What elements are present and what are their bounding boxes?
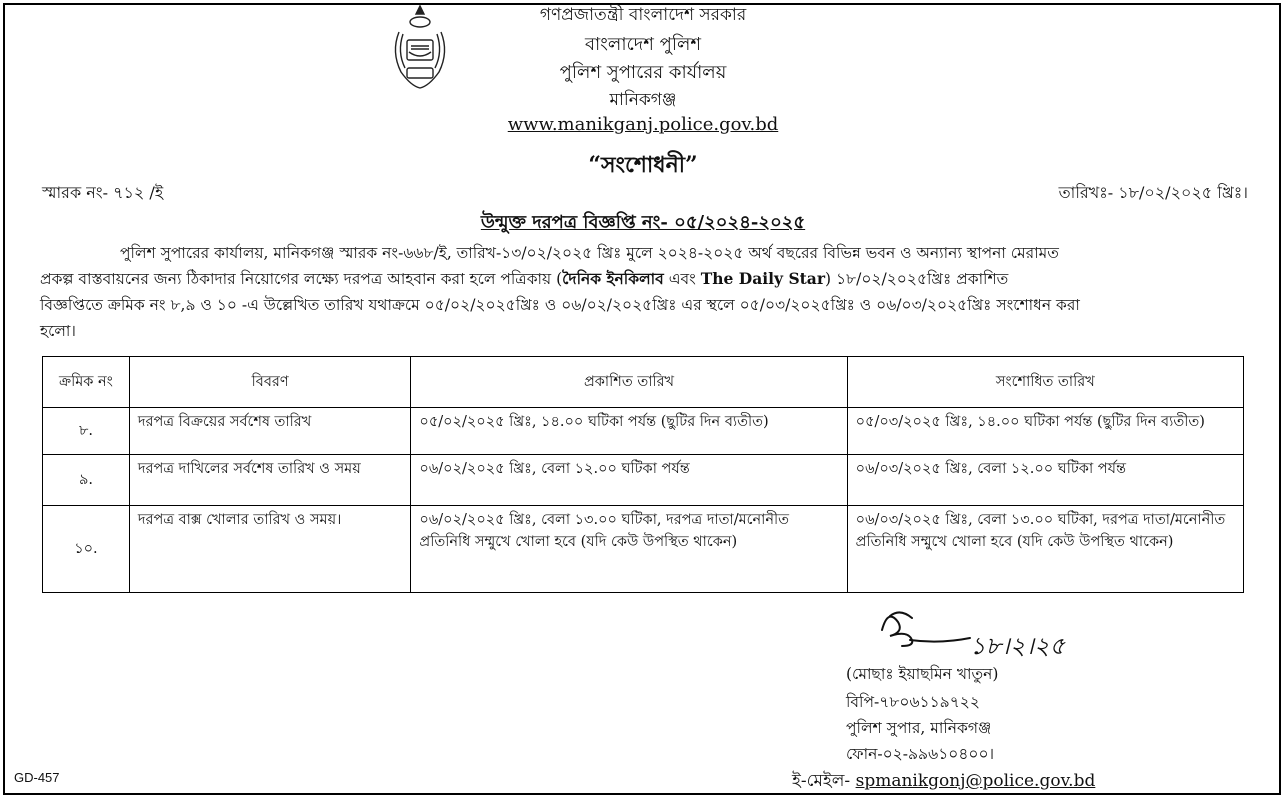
row-revised: ০৬/০৩/২০২৫ খ্রিঃ, বেলা ১২.০০ ঘটিকা পর্যন্ত bbox=[847, 455, 1243, 506]
row-revised: ০৬/০৩/২০২৫ খ্রিঃ, বেলা ১৩.০০ ঘটিকা, দরপত্র দাতা/মনোনীত প্রতিনিধি সম্মুখে খোলা হবে (যদি কেউ উপস্থিত থাকেন) bbox=[847, 506, 1243, 593]
office-heading: পুলিশ সুপারের কার্যালয় bbox=[559, 62, 727, 83]
row-description: দরপত্র বিক্রয়ের সর্বশেষ তারিখ bbox=[129, 408, 411, 455]
paragraph-line-2c: এবং bbox=[663, 270, 701, 288]
header-revised-date: সংশোধিত তারিখ bbox=[847, 357, 1243, 408]
table-header-row bbox=[43, 357, 1244, 408]
row-description: দরপত্র দাখিলের সর্বশেষ তারিখ ও সময় bbox=[129, 455, 411, 506]
email-label: ই-মেইল- bbox=[792, 771, 856, 791]
header-published-date: প্রকাশিত তারিখ bbox=[411, 357, 847, 408]
row-serial: ৮. bbox=[43, 408, 130, 455]
table-row bbox=[43, 455, 1244, 506]
notice-paragraph bbox=[40, 240, 1246, 344]
amendment-title: “সংশোধনী” bbox=[588, 152, 698, 178]
officer-email-line bbox=[792, 768, 1095, 796]
row-serial: ১০. bbox=[43, 506, 130, 593]
website-link[interactable]: www.manikganj.police.gov.bd bbox=[507, 114, 779, 135]
issue-date: তারিখঃ- ১৮/০২/২০২৫ খ্রিঃ। bbox=[1058, 183, 1248, 202]
paragraph-line-4: হলো। bbox=[40, 322, 76, 340]
paragraph-line-2a: প্রকল্প বাস্তবায়নের জন্য ঠিকাদার নিয়োগের লক্ষ্যে দরপত্র আহবান করা হলে পত্রিকায় ( bbox=[40, 270, 563, 288]
header-description: বিবরণ bbox=[129, 357, 411, 408]
table-row bbox=[43, 506, 1244, 593]
row-published: ০৬/০২/২০২৫ খ্রিঃ, বেলা ১৩.০০ ঘটিকা, দরপত্র দাতা/মনোনীত প্রতিনিধি সম্মুখে খোলা হবে (যদি কেউ উপস্থিত থাকেন) bbox=[411, 506, 847, 593]
paragraph-line-1: পুলিশ সুপারের কার্যালয়, মানিকগঞ্জ স্মারক নং-৬৬৮/ই, তারিখ-১৩/০২/২০২৫ খ্রিঃ মুলে ২০২৪-২০২৫ অর্থ বছরের বিভিন্ন ভবন ও অন্যান্য স্থাপনা মেরামত bbox=[120, 244, 1059, 262]
row-revised: ০৫/০৩/২০২৫ খ্রিঃ, ১৪.০০ ঘটিকা পর্যন্ত (ছুটির দিন ব্যতীত) bbox=[847, 408, 1243, 455]
paragraph-line-2e: ) ১৮/০২/২০২৫খ্রিঃ প্রকাশিত bbox=[825, 270, 1009, 288]
row-published: ০৬/০২/২০২৫ খ্রিঃ, বেলা ১২.০০ ঘটিকা পর্যন্ত bbox=[411, 455, 847, 506]
footer-code: GD-457 bbox=[14, 770, 60, 785]
email-link[interactable]: spmanikgonj@police.gov.bd bbox=[855, 771, 1096, 791]
officer-designation: পুলিশ সুপার, মানিকগঞ্জ bbox=[846, 719, 992, 737]
memo-number: স্মারক নং- ৭১২ /ই bbox=[42, 183, 164, 202]
handwritten-date: ১৮।২।২৫ bbox=[970, 632, 1066, 660]
row-published: ০৫/০২/২০২৫ খ্রিঃ, ১৪.০০ ঘটিকা পর্যন্ত (ছুটির দিন ব্যতীত) bbox=[411, 408, 847, 455]
tender-notice-number: উন্মুক্ত দরপত্র বিজ্ঞপ্তি নং- ০৫/২০২৪-২০২৫ bbox=[480, 212, 806, 233]
govt-heading: গণপ্রজাতন্ত্রী বাংলাদেশ সরকার bbox=[539, 5, 747, 25]
table-row bbox=[43, 408, 1244, 455]
newspaper-daily-star: The Daily Star bbox=[700, 269, 826, 288]
newspaper-inqilab: দৈনিক ইনকিলাব bbox=[562, 269, 664, 288]
police-heading: বাংলাদেশ পুলিশ bbox=[584, 34, 702, 55]
signature-icon bbox=[870, 600, 1080, 670]
officer-name: (মোছাঃ ইয়াছমিন খাতুন) bbox=[846, 665, 999, 683]
header-serial: ক্রমিক নং bbox=[43, 357, 130, 408]
revision-table bbox=[42, 356, 1244, 593]
officer-bp-number: বিপি-৭৮০৬১১৯৭২২ bbox=[846, 693, 980, 711]
officer-phone: ফোন-০২-৯৯৬১০৪০০। bbox=[846, 745, 995, 763]
paragraph-line-3: বিজ্ঞপ্তিতে ক্রমিক নং ৮,৯ ও ১০ -এ উল্লেখিত তারিখ যথাক্রমে ০৫/০২/২০২৫খ্রিঃ ও ০৬/০২/২০২৫খ্রিঃ এর স্থলে ০৫/০৩/২০২৫খ্রিঃ ও ০৬/০৩/২০২৫খ্রিঃ সংশোধন করা bbox=[40, 296, 1080, 314]
row-serial: ৯. bbox=[43, 455, 130, 506]
row-description: দরপত্র বাক্স খোলার তারিখ ও সময়। bbox=[129, 506, 411, 593]
district-heading: মানিকগঞ্জ bbox=[609, 90, 677, 110]
